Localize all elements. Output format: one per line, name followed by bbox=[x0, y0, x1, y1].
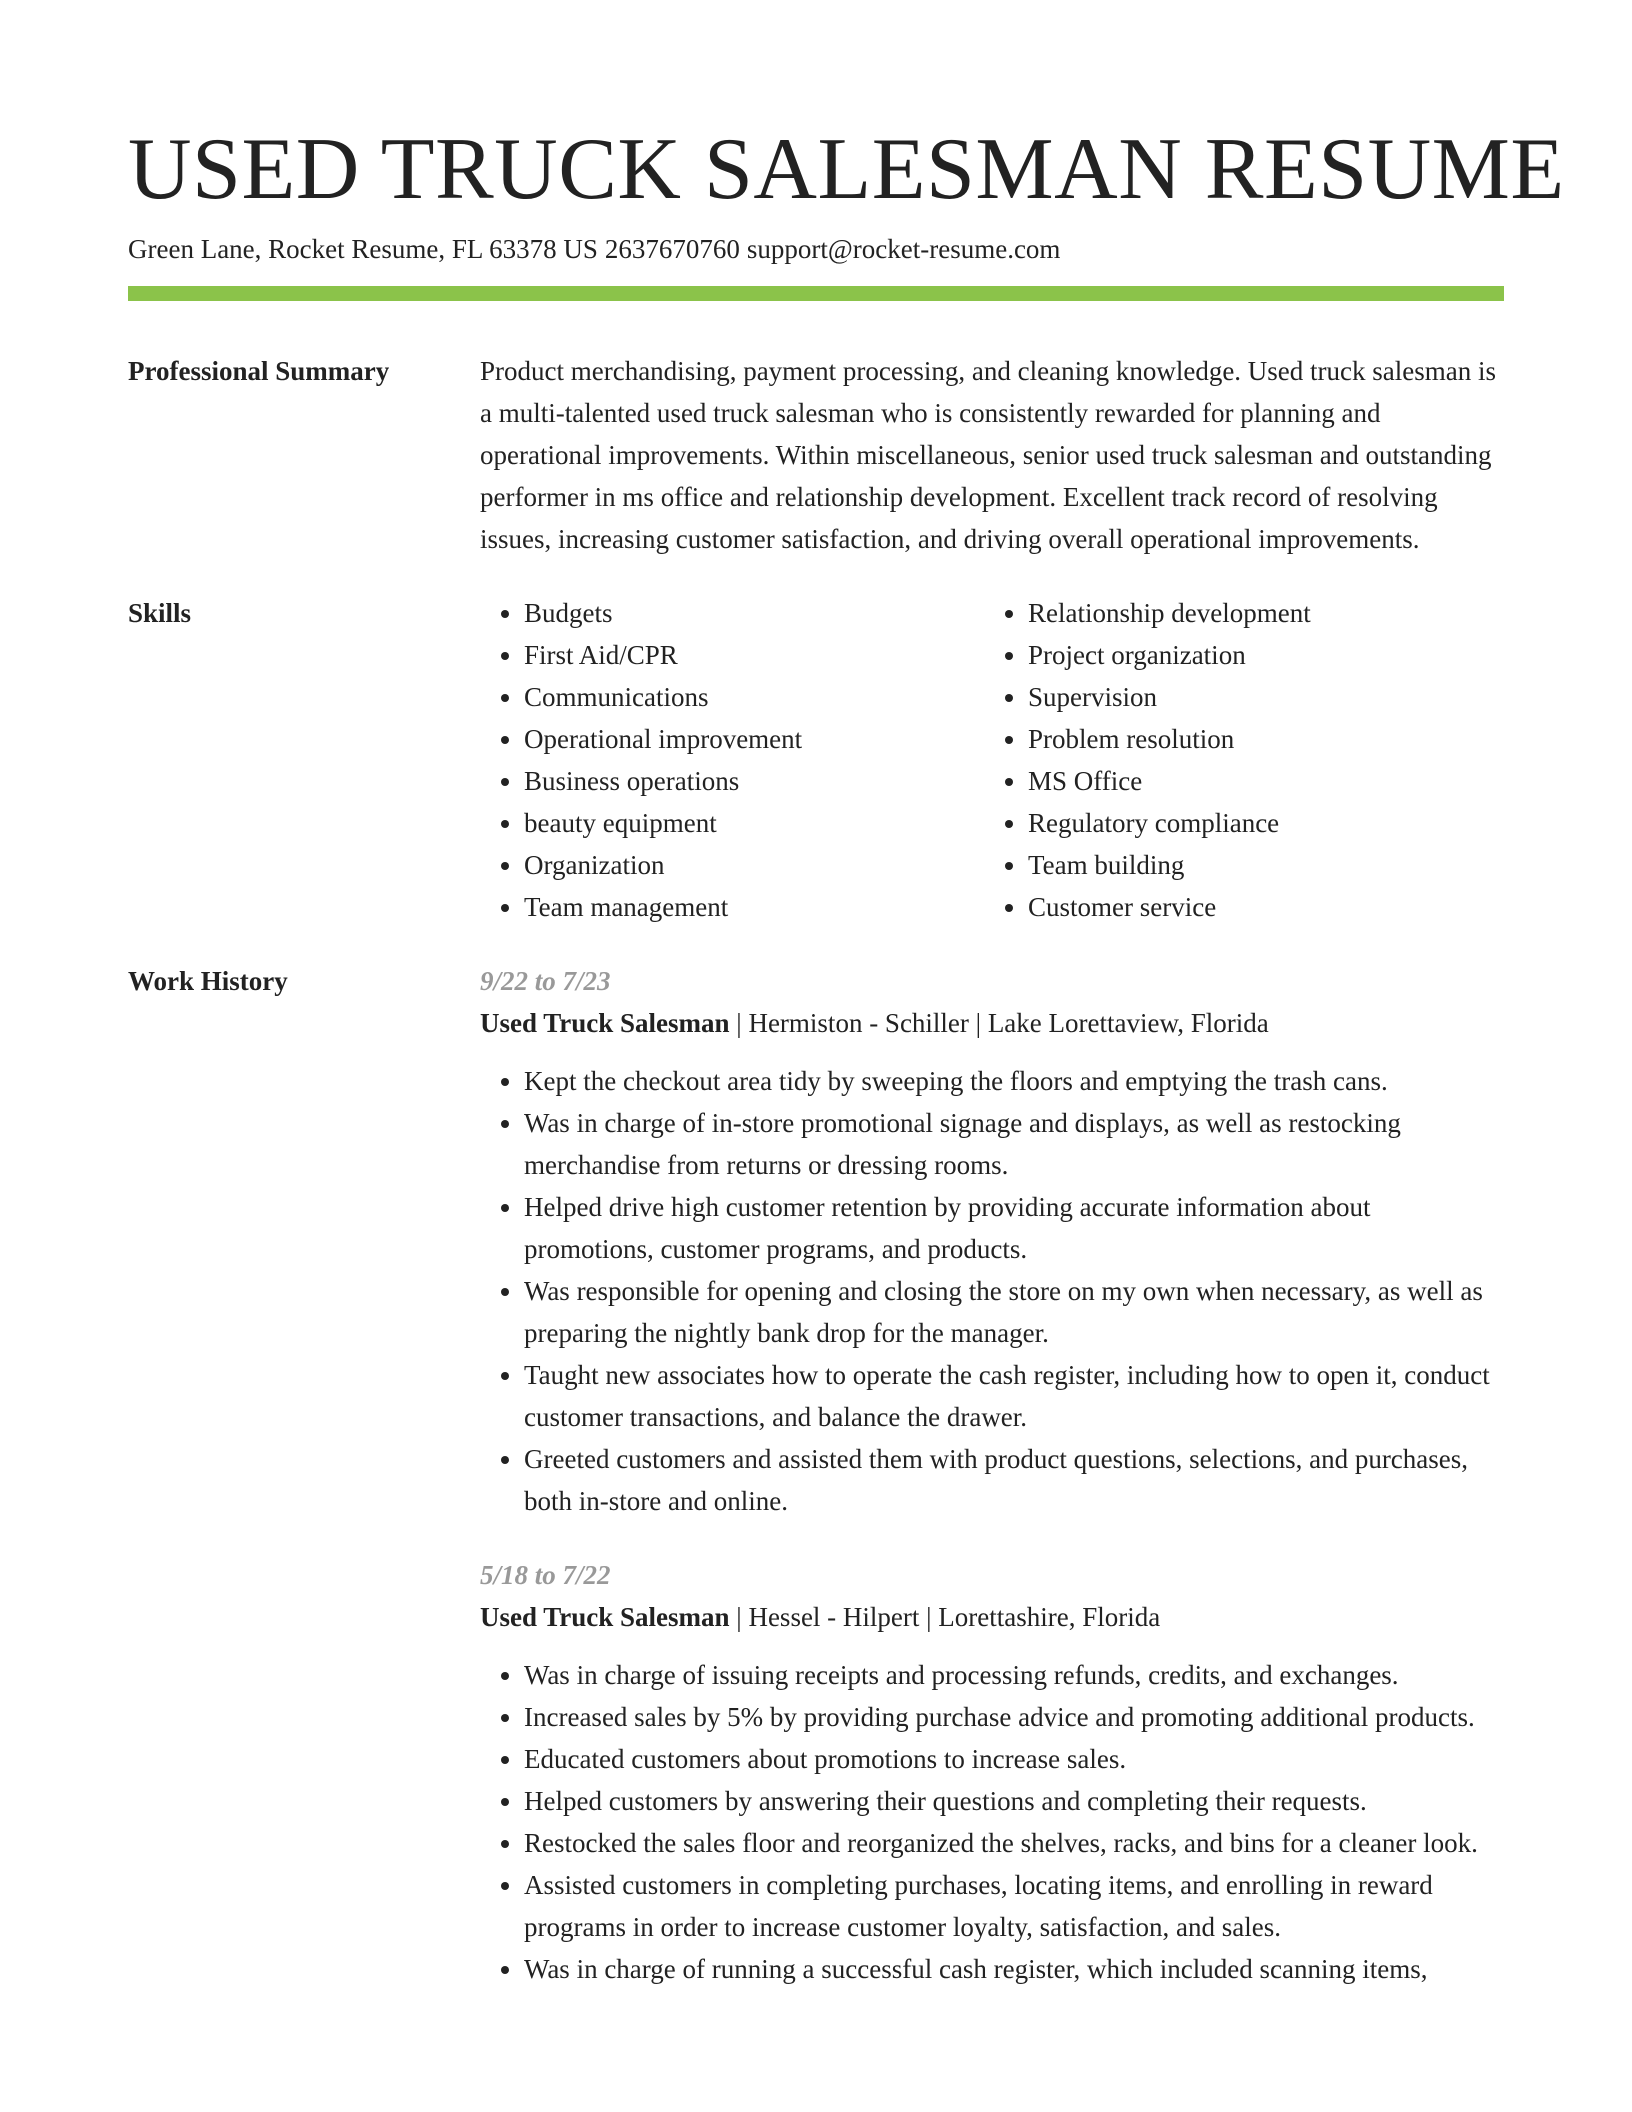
section-label-skills: Skills bbox=[128, 598, 192, 628]
skills-section bbox=[128, 592, 1504, 928]
skill-item: • Team management bbox=[524, 886, 984, 928]
job-entry bbox=[480, 1554, 1504, 1990]
job-bullets bbox=[480, 1654, 1504, 1990]
section-label-work-history: Work History bbox=[128, 966, 288, 996]
skill-item: • Problem resolution bbox=[1028, 718, 1311, 760]
skill-item: • beauty equipment bbox=[524, 802, 984, 844]
job-bullets bbox=[480, 1060, 1504, 1522]
job-bullet: • Was in charge of running a successful cash register, which included scanning items, bbox=[524, 1948, 1504, 1990]
job-dates: 5/18 to 7/22 bbox=[480, 1560, 611, 1590]
job-bullet: • Helped customers by answering their questions and completing their requests. bbox=[524, 1780, 1504, 1822]
resume-header bbox=[128, 118, 1565, 266]
skill-item: • Operational improvement bbox=[524, 718, 984, 760]
section-label-summary: Professional Summary bbox=[128, 356, 390, 386]
job-bullet: • Assisted customers in completing purchases, locating items, and enrolling in reward programs in order to increase customer loyalty, satisfaction, and sales. bbox=[524, 1864, 1504, 1948]
job-list bbox=[480, 960, 1504, 2022]
skill-item: • Relationship development bbox=[1028, 592, 1311, 634]
job-bullet: • Taught new associates how to operate the cash register, including how to open it, conduct customer transactions, and balance the drawer. bbox=[524, 1354, 1504, 1438]
job-heading bbox=[480, 1002, 1504, 1044]
job-bullet: • Was responsible for opening and closing the store on my own when necessary, as well as preparing the nightly bank drop for the manager. bbox=[524, 1270, 1504, 1354]
skill-item: • Business operations bbox=[524, 760, 984, 802]
skills-list-right bbox=[984, 592, 1311, 928]
job-bullet: • Educated customers about promotions to increase sales. bbox=[524, 1738, 1504, 1780]
job-entry bbox=[480, 960, 1504, 1522]
job-dates: 9/22 to 7/23 bbox=[480, 966, 611, 996]
contact-address: Green Lane, Rocket Resume, FL 63378 US bbox=[128, 234, 598, 264]
job-bullet: • Restocked the sales floor and reorganized the shelves, racks, and bins for a cleaner look. bbox=[524, 1822, 1504, 1864]
skill-item: • Project organization bbox=[1028, 634, 1311, 676]
skill-item: • MS Office bbox=[1028, 760, 1311, 802]
work-history-section bbox=[128, 960, 1504, 2022]
job-employer-location: | Hessel - Hilpert | Lorettashire, Florida bbox=[729, 1602, 1161, 1632]
resume-content bbox=[128, 350, 1504, 2022]
job-bullet: • Was in charge of issuing receipts and processing refunds, credits, and exchanges. bbox=[524, 1654, 1504, 1696]
skill-item: • Supervision bbox=[1028, 676, 1311, 718]
skills-list-left bbox=[480, 592, 984, 928]
job-bullet: • Greeted customers and assisted them with product questions, selections, and purchases, both in-store and online. bbox=[524, 1438, 1504, 1522]
job-heading bbox=[480, 1596, 1504, 1638]
skill-item: • Organization bbox=[524, 844, 984, 886]
summary-section bbox=[128, 350, 1504, 560]
skill-item: • Communications bbox=[524, 676, 984, 718]
header-divider bbox=[128, 286, 1504, 301]
job-bullet: • Increased sales by 5% by providing purchase advice and promoting additional products. bbox=[524, 1696, 1504, 1738]
job-bullet: • Kept the checkout area tidy by sweeping the floors and emptying the trash cans. bbox=[524, 1060, 1504, 1102]
resume-title: USED TRUCK SALESMAN RESUME bbox=[128, 121, 1565, 218]
job-title: Used Truck Salesman bbox=[480, 1602, 730, 1632]
contact-line bbox=[128, 232, 1504, 266]
summary-text: Product merchandising, payment processing, and cleaning knowledge. Used truck salesman is a multi-talented used truck salesman who is consistently rewarded for planning and operational improvements. Within miscellaneous, senior used truck salesman and outstanding performer in ms office and relationship development. Excellent track record of resolving issues, increasing customer satisfaction, and driving overall operational improvements. bbox=[480, 356, 1496, 554]
skill-item: • Team building bbox=[1028, 844, 1311, 886]
skill-item: • First Aid/CPR bbox=[524, 634, 984, 676]
job-title: Used Truck Salesman bbox=[480, 1008, 730, 1038]
job-bullet: • Was in charge of in-store promotional signage and displays, as well as restocking merchandise from returns or dressing rooms. bbox=[524, 1102, 1504, 1186]
skill-item: • Budgets bbox=[524, 592, 984, 634]
contact-phone: 2637670760 bbox=[604, 234, 740, 264]
skill-item: • Customer service bbox=[1028, 886, 1311, 928]
skill-item: • Regulatory compliance bbox=[1028, 802, 1311, 844]
contact-email: support@rocket-resume.com bbox=[746, 234, 1061, 264]
skills-columns bbox=[480, 592, 1504, 928]
job-employer-location: | Hermiston - Schiller | Lake Lorettaview, Florida bbox=[729, 1008, 1269, 1038]
job-bullet: • Helped drive high customer retention by providing accurate information about promotions, customer programs, and products. bbox=[524, 1186, 1504, 1270]
